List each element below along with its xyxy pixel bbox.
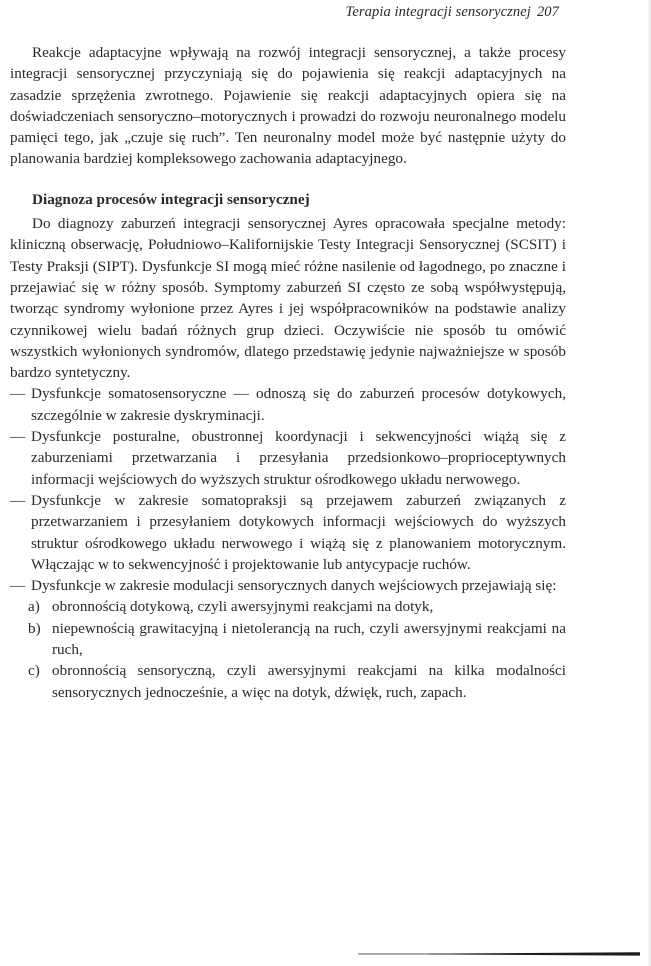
dash-marker: — — [10, 491, 26, 509]
scan-bottom-rule — [358, 951, 640, 957]
running-title: Terapia integracji sensorycznej — [345, 4, 531, 20]
section-heading: Diagnoza procesów integracji sensorycznej — [32, 190, 310, 208]
dash-marker: — — [10, 385, 26, 403]
dash-item-text: Dysfunkcje posturalne, obustronnej koordynacji i sekwencyjności wiążą się z zaburzeniami przetwarzania i przesyłania przedsionkowo–proprioceptywnych informacji wejściowych do wyższych struktur ośrodkowego układu nerwowego. — [31, 428, 566, 488]
dash-item-text: Dysfunkcje w zakresie somatopraksji są przejawem zaburzeń związanych z przetwarzaniem i przesyłaniem dotykowych informacji wejściowych do wyższych struktur ośrodkowego układu nerwowego i wiążą się z planowaniem motorycznym. Włączając w to sekwencyjność i projektowanie lub antycypacje ruchów. — [31, 491, 566, 573]
sub-item-text: niepewnością grawitacyjną i nietolerancją na ruch, czyli awersyjnymi reakcjami na ruch, — [52, 619, 566, 659]
sub-list-item — [10, 596, 566, 617]
page-body — [10, 42, 566, 703]
dash-list-item — [10, 490, 566, 575]
paragraph: Reakcje adaptacyjne wpływają na rozwój integracji sensorycznej, a także procesy integracji sensorycznej przyczyniają się do pojawienia się reakcji adaptacyjnych na zasadzie sprzężenia zwrotnego. Pojawienie się reakcji adaptacyjnych opiera się na doświadczeniach sensoryczno–motorycznych i prowadzi do rozwoju neuronalnego modelu pamięci tego, jak „czuje się ruch”. Ten neuronalny model może być następnie użyty do planowania bardziej kompleksowego zachowania adaptacyjnego. — [10, 44, 566, 168]
page-number: 207 — [536, 4, 559, 20]
sub-list-item — [10, 660, 566, 703]
sub-item-text: obronnością sensoryczną, czyli awersyjnymi reakcjami na kilka modalności sensorycznych jednocześnie, a więc na dotyk, dźwięk, ruch, zapach. — [52, 662, 566, 701]
dash-list-item — [10, 426, 566, 490]
sub-item-marker: b) — [28, 619, 41, 637]
sub-list-item — [10, 618, 566, 661]
dash-marker: — — [10, 428, 26, 446]
scan-edge-shadow — [647, 0, 651, 966]
dash-item-text: Dysfunkcje w zakresie modulacji sensorycznych danych wejściowych przejawiają się: — [31, 577, 557, 595]
sub-item-marker: c) — [28, 662, 40, 680]
dash-item-text: Dysfunkcje somatosensoryczne — odnoszą się do zaburzeń procesów dotykowych, szczególnie w zakresie dyskryminacji. — [31, 385, 566, 424]
dash-marker: — — [10, 577, 26, 595]
running-header — [346, 4, 559, 21]
dash-list-item — [10, 575, 566, 596]
sub-item-text: obronnością dotykową, czyli awersyjnymi reakcjami na dotyk, — [52, 598, 434, 616]
rule-thick-segment — [428, 952, 640, 955]
sub-item-marker: a) — [28, 598, 40, 616]
dash-list-item — [10, 383, 566, 426]
section-intro: Do diagnozy zaburzeń integracji sensorycznej Ayres opracowała specjalne metody: kliniczną obserwację, Południowo–Kalifornijskie Testy Integracji Sensorycznej (SCSIT) i Testy Praksji (SIPT). Dysfunkcje SI mogą mieć różne nasilenie od łagodnego, po znaczne i przejawiać się w różny sposób. Symptomy zaburzeń SI często ze sobą współwystępują, tworząc syndromy wyłonione przez Ayres i jej współpracowników na podstawie analizy czynnikowej wielu badań różnych grup dzieci. Oczywiście nie sposób tu omówić wszystkich wyłonionych syndromów, dlatego przedstawię jedynie najważniejsze w sposób bardzo syntetyczny. — [10, 215, 566, 382]
